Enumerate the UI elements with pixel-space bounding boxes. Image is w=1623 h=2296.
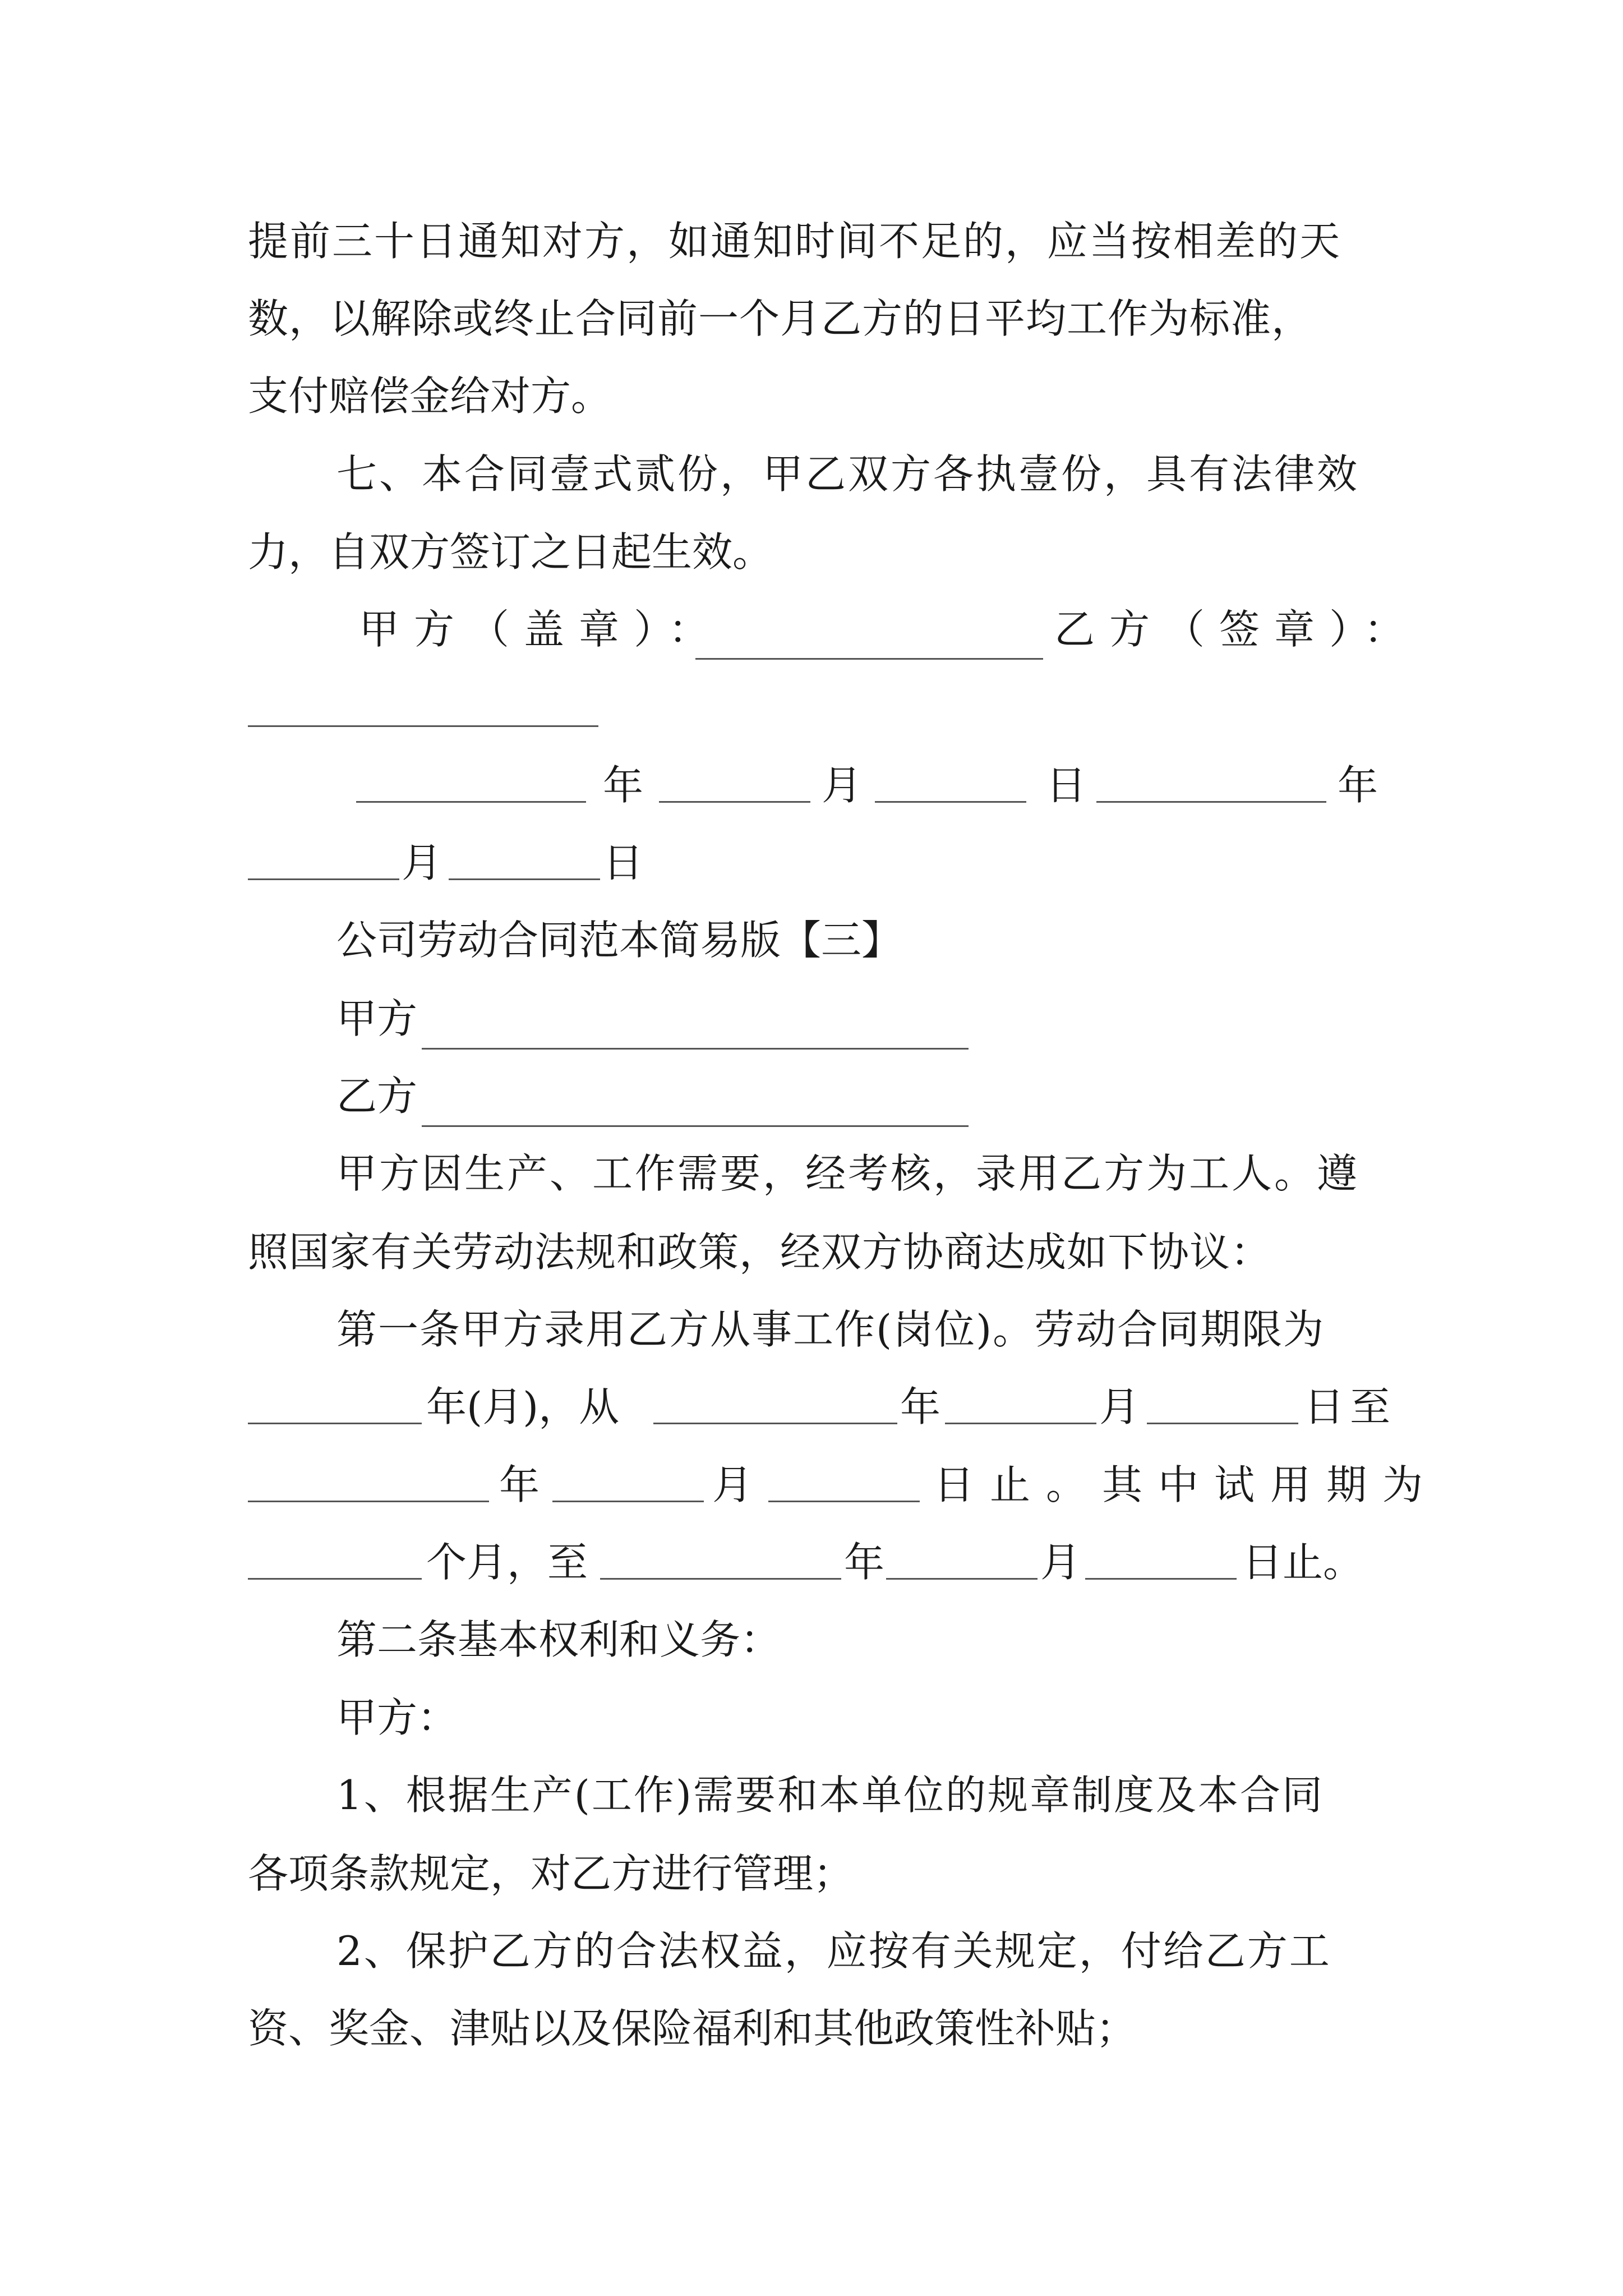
- day-label: 日: [1046, 762, 1087, 809]
- article-1-line: 第一条甲方录用乙方从事工作(岗位)。劳动合同期限为: [336, 1306, 1325, 1353]
- day-label: 日: [603, 839, 644, 886]
- party-a-blank: [422, 1004, 969, 1050]
- date-month-blank: [659, 757, 810, 803]
- item-2-line: 资、奖金、津贴以及保险福利和其他政策性补贴；: [248, 2005, 1137, 2052]
- year-month-label: 年(月)，从: [426, 1383, 620, 1430]
- year-label: 年: [603, 762, 644, 809]
- to-label: 日至: [1304, 1383, 1396, 1430]
- party-a-heading: 甲方：: [336, 1694, 458, 1741]
- party-b-blank: [422, 1082, 969, 1127]
- item-1-line: 各项条款规定，对乙方进行管理；: [248, 1850, 854, 1897]
- party-b-label: 乙方: [336, 1073, 418, 1120]
- section-title: 公司劳动合同范本简易版【三】: [336, 917, 902, 964]
- start-month-blank: [945, 1379, 1096, 1424]
- year-label: 年: [900, 1383, 941, 1430]
- end-month-blank: [552, 1457, 704, 1502]
- year-label: 年: [499, 1461, 540, 1508]
- end-year-blank: [248, 1457, 489, 1502]
- paragraph-line: 支付赔偿金给对方。: [248, 372, 612, 420]
- item-2-line: 2、保护乙方的合法权益，应按有关规定，付给乙方工: [336, 1927, 1331, 1975]
- start-day-blank: [1147, 1379, 1298, 1424]
- article-2-title: 第二条基本权利和义务：: [336, 1616, 781, 1663]
- party-a-seal-label: 甲方（盖章）：: [359, 606, 724, 653]
- term-blank: [248, 1379, 422, 1424]
- probation-month-blank: [886, 1534, 1038, 1580]
- date-day-blank: [875, 757, 1026, 803]
- year-label: 年: [844, 1539, 885, 1586]
- paragraph-line: 数，以解除或终止合同前一个月乙方的日平均工作为标准，: [248, 295, 1313, 342]
- probation-day-blank: [1085, 1534, 1237, 1580]
- probation-months-blank: [248, 1534, 422, 1580]
- month-label: 月: [712, 1461, 753, 1508]
- paragraph-line: 甲方因生产、工作需要，经考核，录用乙方为工人。遵: [336, 1150, 1360, 1197]
- paragraph-line: 力，自双方签订之日起生效。: [248, 528, 773, 576]
- months-label: 个月，至: [426, 1539, 588, 1586]
- paragraph-line: 照国家有关劳动法规和政策，经双方协商达成如下协议：: [248, 1228, 1272, 1276]
- date-month-blank: [248, 835, 399, 880]
- date-year-blank: [356, 757, 586, 803]
- date-year-blank: [1096, 757, 1326, 803]
- party-b-signature-blank: [248, 682, 598, 727]
- party-b-seal-label: 乙方（签章）：: [1054, 606, 1419, 653]
- start-year-blank: [653, 1379, 897, 1424]
- year-label: 年: [1338, 762, 1378, 809]
- month-label: 月: [1040, 1539, 1081, 1586]
- party-a-label: 甲方: [336, 995, 418, 1042]
- stop-label: 日止。: [1242, 1539, 1364, 1586]
- month-label: 月: [402, 839, 442, 886]
- month-label: 月: [1099, 1383, 1140, 1430]
- probation-year-blank: [600, 1534, 841, 1580]
- date-day-blank: [449, 835, 600, 880]
- party-a-signature-blank: [695, 614, 1043, 660]
- probation-label: 日止。其中试用期为: [934, 1461, 1439, 1508]
- item-1-line: 1、根据生产(工作)需要和本单位的规章制度及本合同: [336, 1772, 1324, 1819]
- paragraph-line: 七、本合同壹式贰份，甲乙双方各执壹份，具有法律效: [336, 450, 1360, 498]
- paragraph-line: 提前三十日通知对方，如通知时间不足的，应当按相差的天: [248, 218, 1342, 265]
- end-day-blank: [768, 1457, 920, 1502]
- month-label: 月: [822, 762, 863, 809]
